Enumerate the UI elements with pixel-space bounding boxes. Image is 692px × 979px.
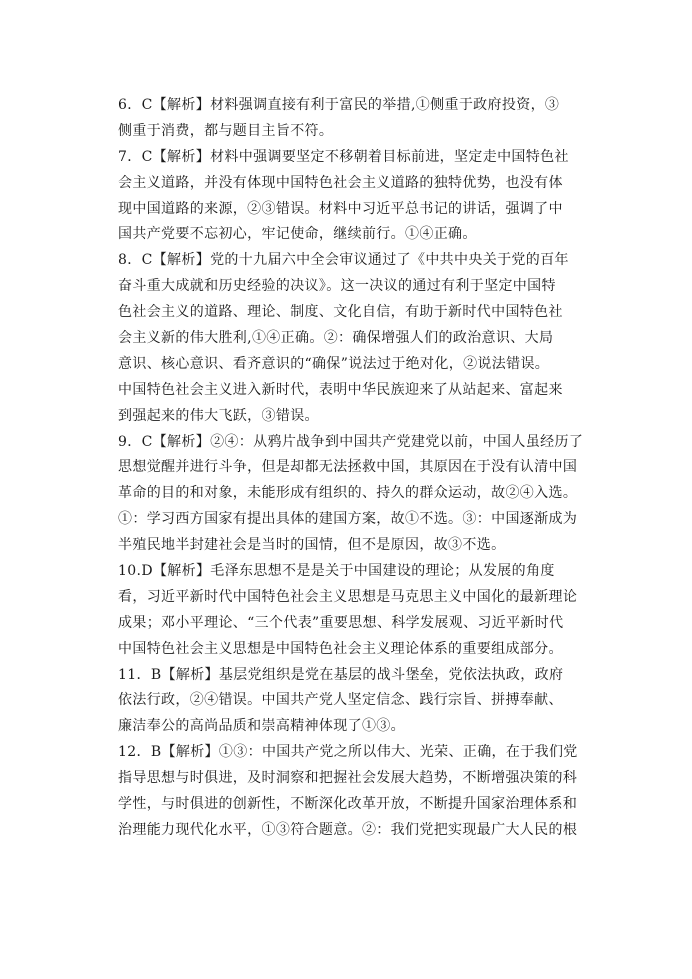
text-line: 指导思想与时俱进，及时洞察和把握社会发展大趋势，不断增强决策的科 bbox=[118, 770, 578, 787]
text-line: 治理能力现代化水平，①③符合题意。②：我们党把实现最广大人民的根 bbox=[118, 821, 578, 838]
answer-explanations bbox=[118, 93, 584, 844]
text-line: 成果；邓小平理论、“三个代表”重要思想、科学发展观、习近平新时代 bbox=[118, 614, 564, 631]
text-line: 10.D【解析】毛泽东思想不是是关于中国建设的理论；从发展的角度 bbox=[118, 563, 555, 580]
text-line: 依法行政，②④错误。中国共产党人坚定信念、践行宗旨、拼搏奉献、 bbox=[118, 692, 563, 709]
text-line: 侧重于消费，都与题目主旨不符。 bbox=[118, 122, 334, 139]
text-line: 现中国道路的来源，②③错误。材料中习近平总书记的讲话，强调了中 bbox=[118, 200, 563, 217]
text-line: 色社会主义的道路、理论、制度、文化自信，有助于新时代中国特色社 bbox=[118, 304, 563, 321]
text-line: 廉洁奉公的高尚品质和崇高精神体现了①③。 bbox=[118, 718, 405, 735]
text-line: 中国特色社会主义思想是中国特色社会主义理论体系的重要组成部分。 bbox=[118, 640, 563, 657]
text-line: 9．C【解析】②④：从鸦片战争到中国共产党建党以前，中国人虽经历了 bbox=[118, 433, 584, 450]
text-line: 奋斗重大成就和历史经验的决议》。这一决议的通过有利于坚定中国特 bbox=[118, 278, 556, 295]
text-line: 中国特色社会主义进入新时代，表明中华民族迎来了从站起来、富起来 bbox=[118, 381, 563, 398]
text-line: 意识、核心意识、看齐意识的“确保”说法过于绝对化，②说法错误。 bbox=[118, 355, 550, 372]
text-line: 8．C【解析】党的十九届六中全会审议通过了《中共中央关于党的百年 bbox=[118, 252, 569, 269]
text-line: 到强起来的伟大飞跃，③错误。 bbox=[118, 407, 319, 424]
text-line: 国共产党要不忘初心，牢记使命，继续前行。①④正确。 bbox=[118, 226, 477, 243]
text-line: 会主义道路，并没有体现中国特色社会主义道路的独特优势，也没有体 bbox=[118, 174, 563, 191]
text-line: 学性，与时俱进的创新性，不断深化改革开放，不断提升国家治理体系和 bbox=[118, 796, 578, 813]
text-line: ①：学习西方国家有提出具体的建国方案，故①不选。③：中国逐渐成为 bbox=[118, 511, 578, 528]
text-line: 会主义新的伟大胜利,①④正确。②：确保增强人们的政治意识、大局 bbox=[118, 330, 554, 347]
text-line: 看，习近平新时代中国特色社会主义思想是马克思主义中国化的最新理论 bbox=[118, 588, 578, 605]
text-line: 革命的目的和对象，未能形成有组织的、持久的群众运动，故②④入选。 bbox=[118, 485, 578, 502]
text-line: 思想觉醒并进行斗争，但是却都无法拯救中国，其原因在于没有认清中国 bbox=[118, 459, 578, 476]
text-line: 半殖民地半封建社会是当时的国情，但不是原因，故③不选。 bbox=[118, 537, 506, 554]
text-line: 6．C【解析】材料强调直接有利于富民的举措,①侧重于政府投资，③ bbox=[118, 97, 560, 113]
text-line: 7．C【解析】材料中强调要坚定不移朝着目标前进，坚定走中国特色社 bbox=[118, 148, 569, 165]
text-line: 12．B【解析】①③：中国共产党之所以伟大、光荣、正确，在于我们党 bbox=[118, 744, 578, 761]
text-line: 11．B【解析】基层党组织是党在基层的战斗堡垒，党依法执政，政府 bbox=[118, 666, 564, 683]
